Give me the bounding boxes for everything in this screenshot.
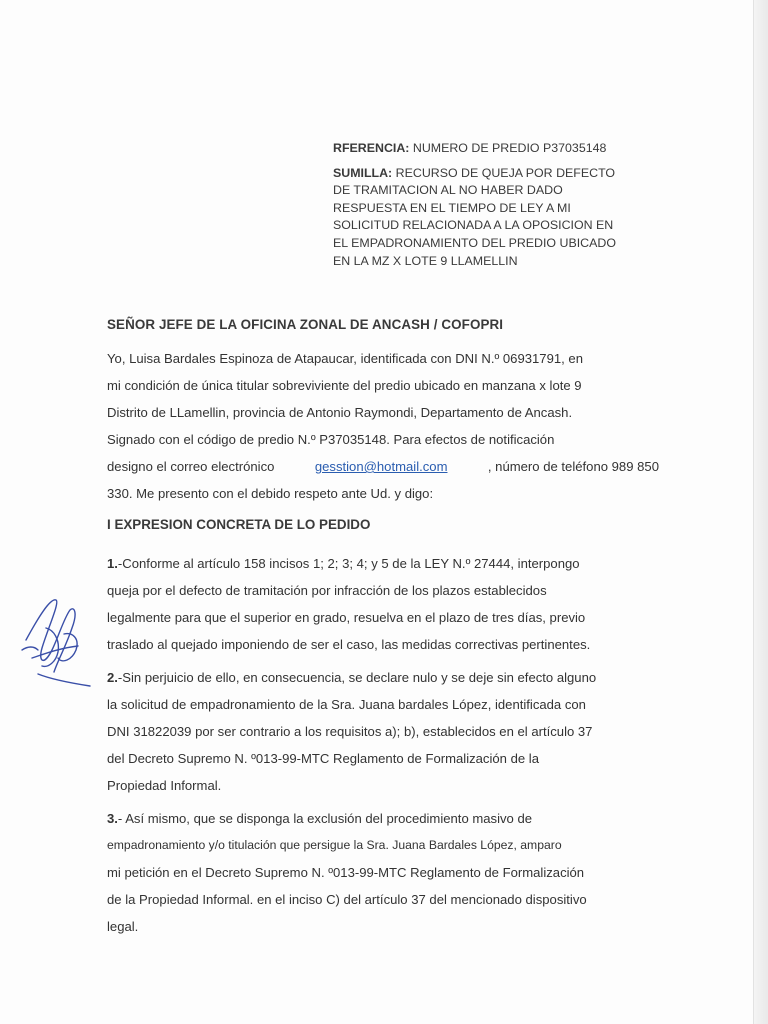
sumilla-line: RESPUESTA EN EL TIEMPO DE LEY A MI xyxy=(333,200,571,215)
paragraph-line xyxy=(107,550,659,577)
sumilla-line: EL EMPADRONAMIENTO DEL PREDIO UBICADO xyxy=(333,235,616,250)
item-number: 1. xyxy=(107,556,118,571)
section-title: I EXPRESION CONCRETA DE LO PEDIDO xyxy=(107,517,371,532)
line-text: legal. xyxy=(107,919,139,934)
paragraph-line xyxy=(107,805,659,832)
page-edge xyxy=(753,0,768,1024)
line-text: mi petición en el Decreto Supremo N. º013-99-MTC Reglamento de Formalización xyxy=(107,865,585,880)
paragraph-line xyxy=(107,691,659,718)
sumilla-text: RECURSO DE QUEJA POR DEFECTO xyxy=(395,165,616,180)
line-text: queja por el defecto de tramitación por infracción de los plazos establecidos xyxy=(107,583,547,598)
item-number: 2. xyxy=(107,670,118,685)
line-text: de la Propiedad Informal. en el inciso C) del artículo 37 del mencionado dispositivo xyxy=(107,892,587,907)
sumilla-label: SUMILLA: xyxy=(333,165,393,180)
line-text: DNI 31822039 por ser contrario a los requisitos a); b), establecidos en el artículo 37 xyxy=(107,724,593,739)
paragraph-line xyxy=(107,480,659,507)
paragraph-line xyxy=(107,664,659,691)
paragraph-line xyxy=(107,453,659,480)
paragraph-line xyxy=(107,913,659,940)
line-text: Signado con el código de predio N.º P37035148. Para efectos de notificación xyxy=(107,432,555,447)
item-text: -Conforme al artículo 158 incisos 1; 2; 3; 4; y 5 de la LEY N.º 27444, interpongo xyxy=(117,556,580,571)
header-block xyxy=(333,140,663,270)
sumilla-line: SOLICITUD RELACIONADA A LA OPOSICION EN xyxy=(333,218,614,233)
line-text: Distrito de LLamellin, provincia de Antonio Raymondi, Departamento de Ancash. xyxy=(107,405,573,420)
email-line-before: designo el correo electrónico xyxy=(107,459,275,474)
paragraph-line xyxy=(107,577,659,604)
line-text xyxy=(107,664,596,691)
paragraph-line xyxy=(107,832,659,859)
item-text: - Así mismo, que se disponga la exclusión del procedimiento masivo de xyxy=(117,811,533,826)
numbered-item-3 xyxy=(107,805,659,940)
paragraph-line xyxy=(107,859,659,886)
addressee-heading: SEÑOR JEFE DE LA OFICINA ZONAL DE ANCASH / COFOPRI xyxy=(107,317,504,332)
numbered-item-1 xyxy=(107,550,659,658)
sumilla-line xyxy=(333,165,663,183)
paragraph-line xyxy=(107,772,659,799)
email-link[interactable]: gesstion@hotmail.com xyxy=(314,459,448,474)
referencia-line xyxy=(333,140,663,158)
referencia-label: RFERENCIA: xyxy=(333,141,410,155)
line-text: mi condición de única titular sobreviviente del predio ubicado en manzana x lote 9 xyxy=(107,378,582,393)
line-text xyxy=(107,550,580,577)
paragraph-line xyxy=(107,426,659,453)
paragraph-line xyxy=(107,631,659,658)
handwritten-signature xyxy=(8,588,98,688)
intro-paragraph xyxy=(107,345,659,507)
paragraph-line xyxy=(107,745,659,772)
paragraph-line xyxy=(107,345,659,372)
paragraph-line xyxy=(107,399,659,426)
sumilla-line: EN LA MZ X LOTE 9 LLAMELLIN xyxy=(333,253,518,268)
paragraph-line xyxy=(107,886,659,913)
item-text: -Sin perjuicio de ello, en consecuencia, se declare nulo y se deje sin efecto alguno xyxy=(117,670,597,685)
line-text: Yo, Luisa Bardales Espinoza de Atapaucar, identificada con DNI N.º 06931791, en xyxy=(107,351,583,366)
paragraph-line xyxy=(107,372,659,399)
line-text: del Decreto Supremo N. º013-99-MTC Reglamento de Formalización de la xyxy=(107,751,539,766)
line-text: legalmente para que el superior en grado, resuelva en el plazo de tres días, previo xyxy=(107,610,586,625)
line-text xyxy=(107,805,532,832)
sumilla-line: DE TRAMITACION AL NO HABER DADO xyxy=(333,183,563,198)
line-text: la solicitud de empadronamiento de la Sra. Juana bardales López, identificada con xyxy=(107,697,586,712)
paragraph-line xyxy=(107,718,659,745)
item-number: 3. xyxy=(107,811,118,826)
paragraph-line xyxy=(107,604,659,631)
email-line-after: , número de teléfono 989 850 xyxy=(487,459,659,474)
line-text: empadronamiento y/o titulación que persigue la Sra. Juana Bardales López, amparo xyxy=(107,838,562,852)
numbered-item-2 xyxy=(107,664,659,799)
line-text: 330. Me presento con el debido respeto ante Ud. y digo: xyxy=(107,486,434,501)
referencia-text: NUMERO DE PREDIO P37035148 xyxy=(412,141,607,155)
line-text: traslado al quejado imponiendo de ser el caso, las medidas correctivas pertinentes. xyxy=(107,637,591,652)
line-text: Propiedad Informal. xyxy=(107,778,222,793)
